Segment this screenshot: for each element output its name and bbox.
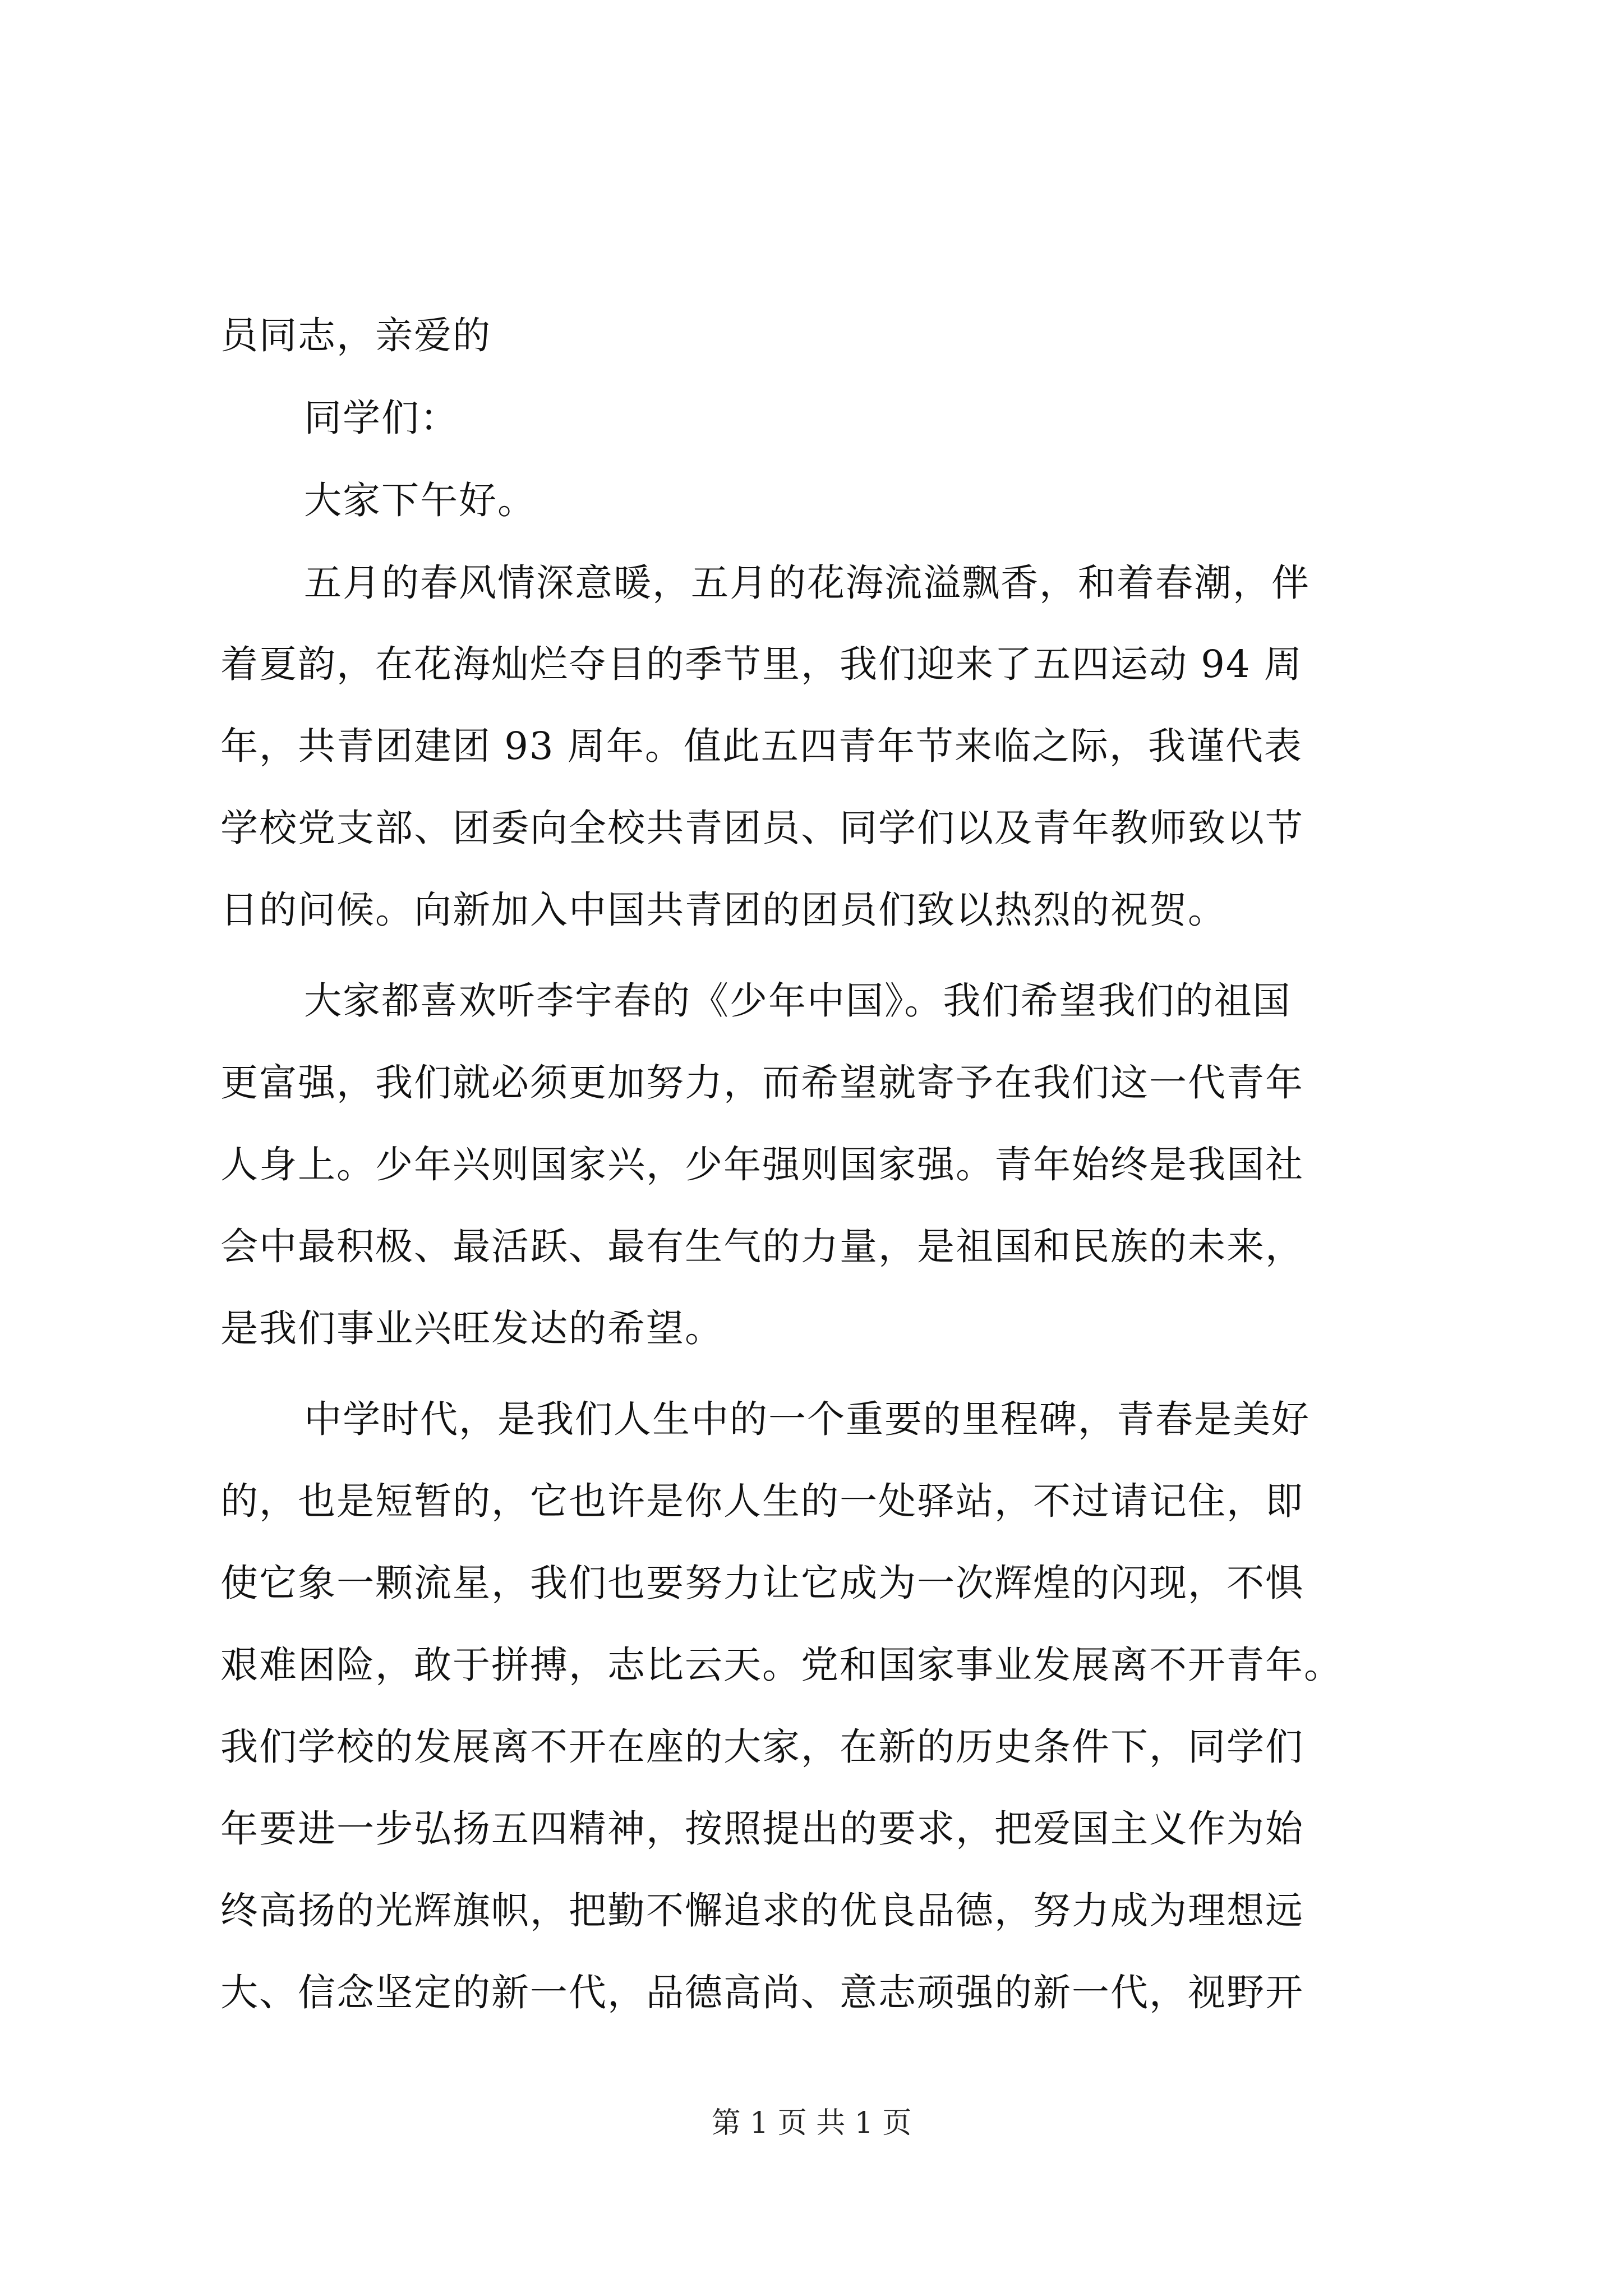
text-line: 使它象一颗流星，我们也要努力让它成为一次辉煌的闪现，不惧 (220, 1561, 1304, 1605)
text-line: 大家都喜欢听李宇春的《少年中国》。我们希望我们的祖国 (304, 979, 1292, 1023)
text-line: 同学们： (304, 396, 459, 440)
page-number-footer: 第 1 页 共 1 页 (711, 2106, 912, 2140)
text-line: 的，也是短暂的，它也许是你人生的一处驿站，不过请记住，即 (220, 1479, 1304, 1523)
text-line: 终高扬的光辉旗帜，把勤不懈追求的优良品德，努力成为理想远 (220, 1889, 1304, 1932)
text-line: 会中最积极、最活跃、最有生气的力量，是祖国和民族的未来， (220, 1225, 1304, 1268)
text-line: 学校党支部、团委向全校共青团员、同学们以及青年教师致以节 (220, 806, 1304, 850)
text-line: 中学时代，是我们人生中的一个重要的里程碑，青春是美好 (304, 1397, 1310, 1441)
text-line: 我们学校的发展离不开在座的大家，在新的历史条件下，同学们 (220, 1725, 1304, 1769)
text-line: 员同志，亲爱的 (220, 314, 491, 357)
text-line: 大、信念坚定的新一代，品德高尚、意志顽强的新一代，视野开 (220, 1971, 1304, 2014)
text-line: 年要进一步弘扬五四精神，按照提出的要求，把爱国主义作为始 (220, 1807, 1304, 1851)
text-line: 日的问候。向新加入中国共青团的团员们致以热烈的祝贺。 (220, 888, 1227, 932)
text-line: 着夏韵，在花海灿烂夺目的季节里，我们迎来了五四运动 94 周 (220, 642, 1303, 686)
text-line: 更富强，我们就必须更加努力，而希望就寄予在我们这一代青年 (220, 1061, 1304, 1105)
text-line: 年，共青团建团 93 周年。值此五四青年节来临之际，我谨代表 (220, 724, 1303, 768)
text-line: 人身上。少年兴则国家兴，少年强则国家强。青年始终是我国社 (220, 1143, 1304, 1186)
text-line: 艰难困险，敢于拼搏，志比云天。党和国家事业发展离不开青年。 (220, 1643, 1343, 1687)
text-line: 五月的春风情深意暖，五月的花海流溢飘香，和着春潮，伴 (304, 561, 1310, 605)
text-line: 大家下午好。 (304, 478, 536, 522)
text-line: 是我们事业兴旺发达的希望。 (220, 1306, 723, 1350)
